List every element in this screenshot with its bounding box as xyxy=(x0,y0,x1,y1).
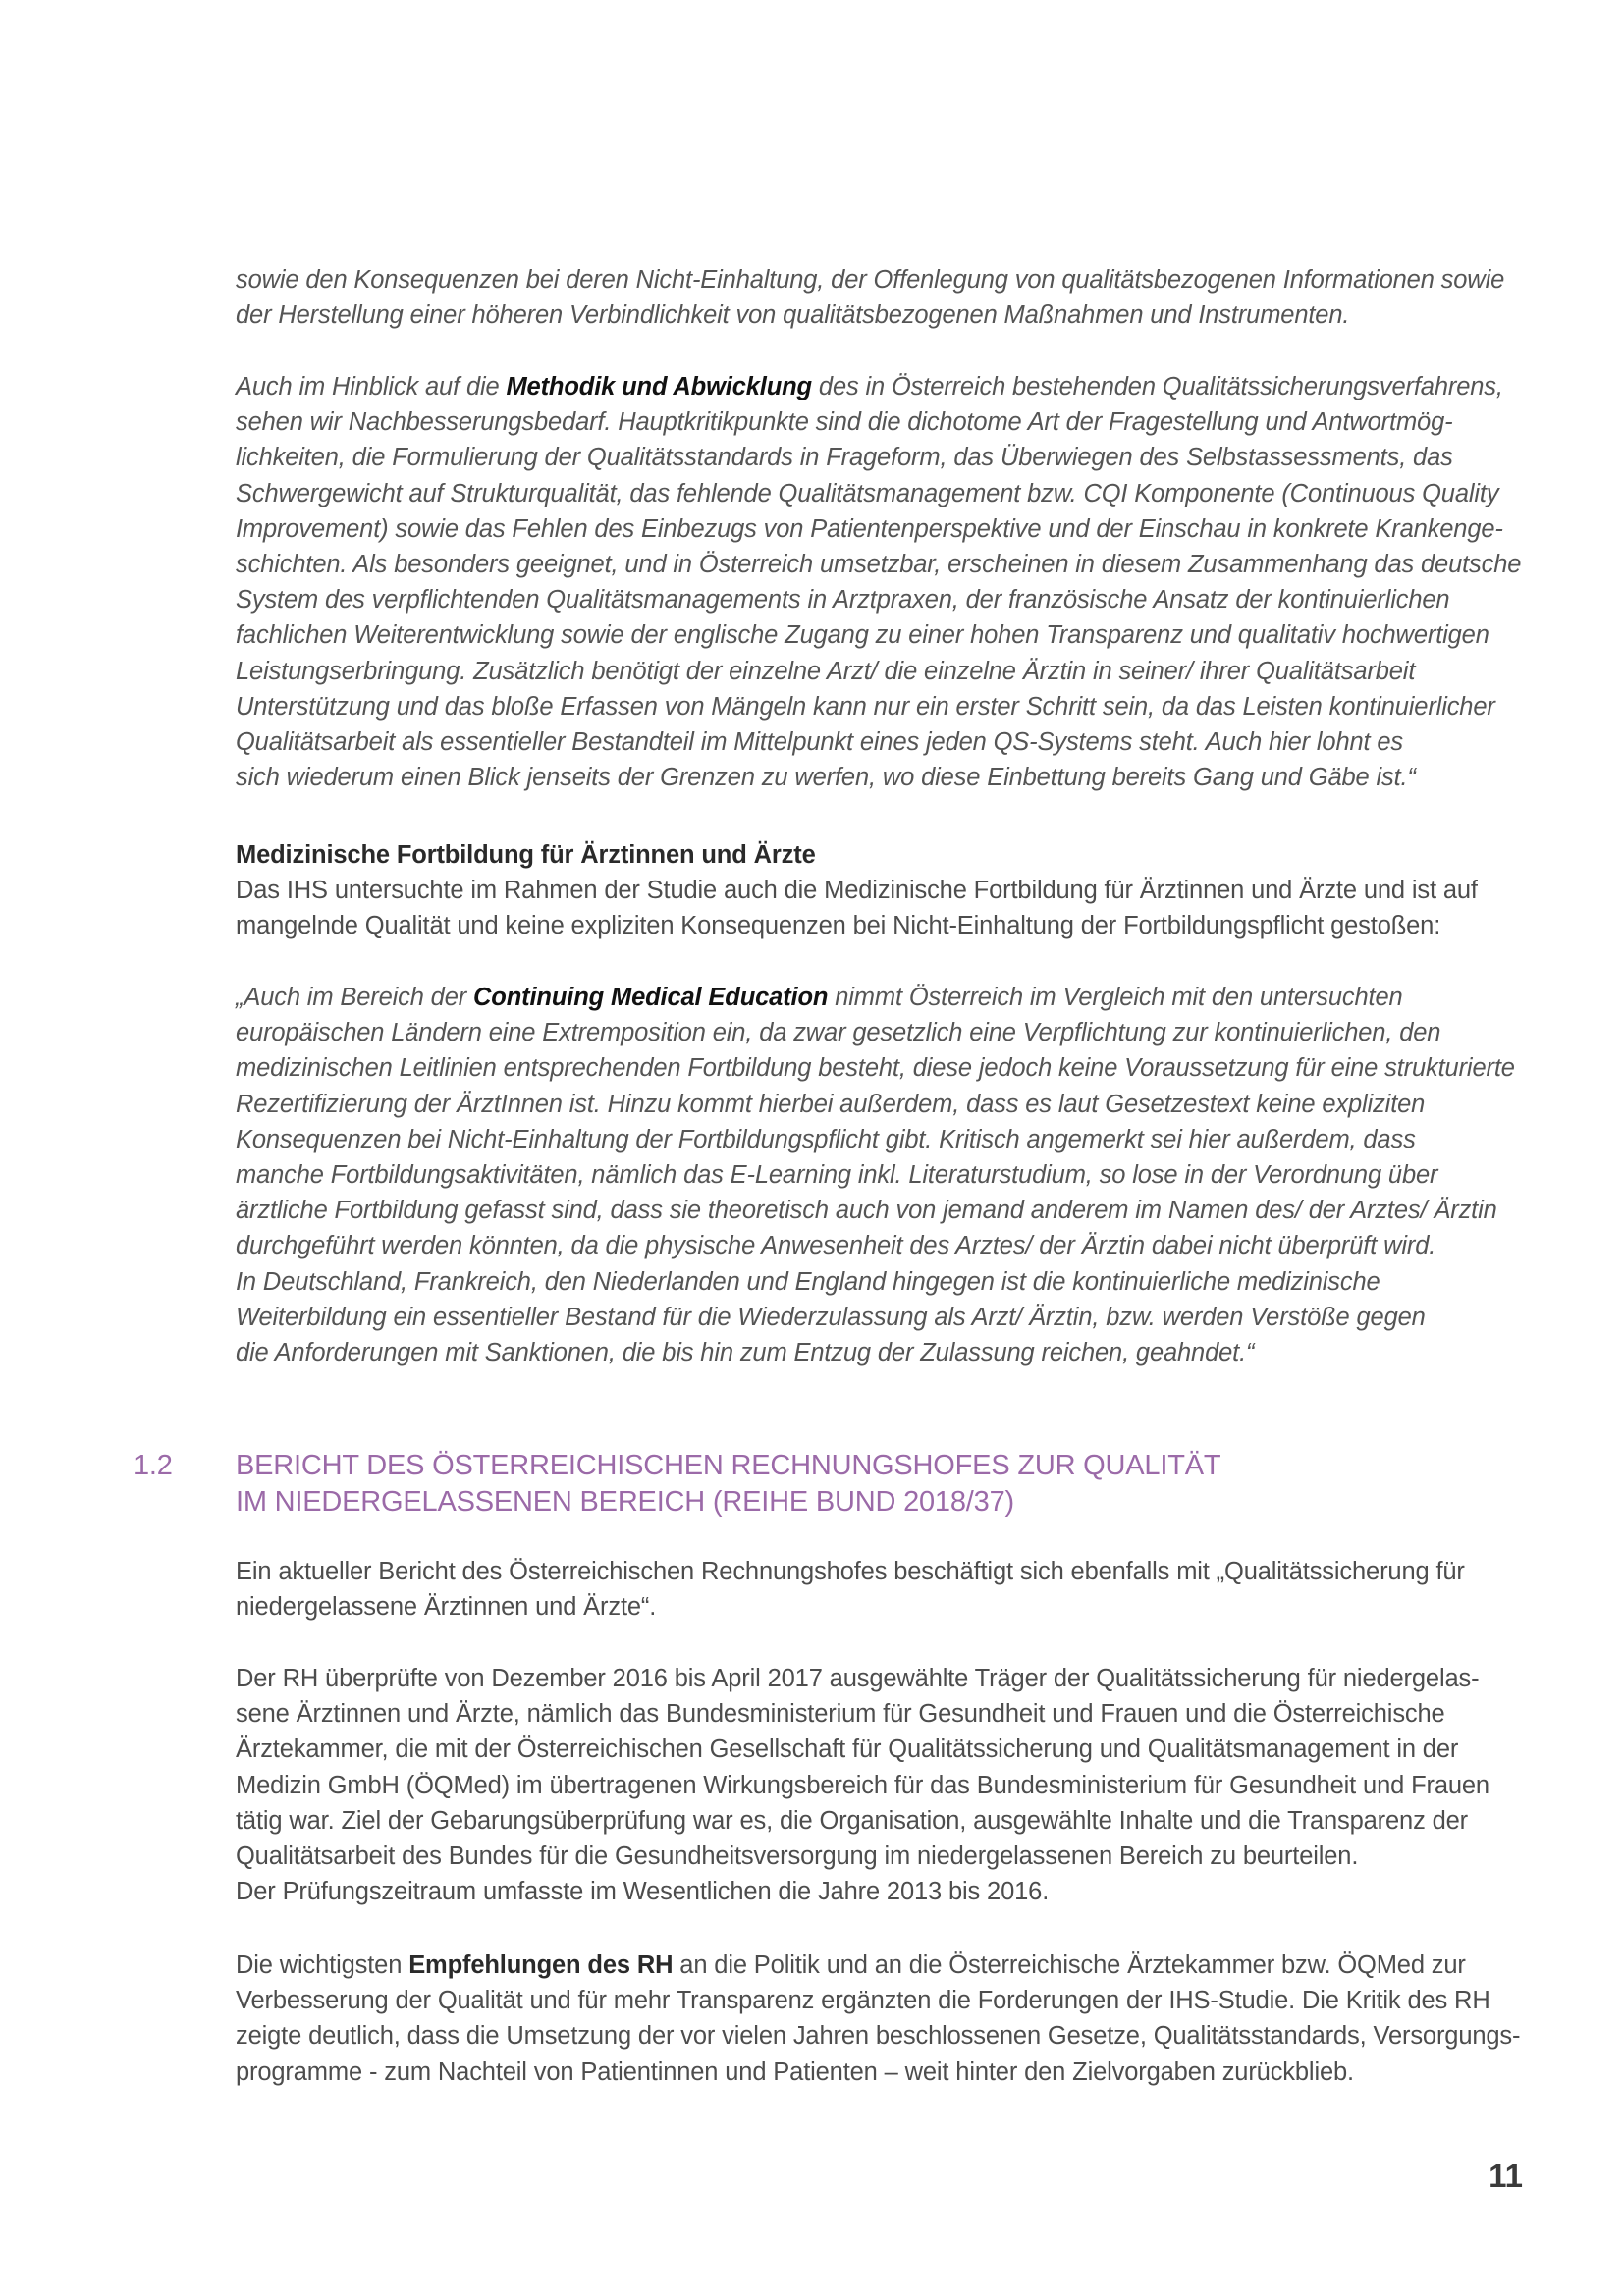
text-fragment: Die wichtigsten xyxy=(236,1951,409,1979)
text-line: manche Fortbildungsaktivitäten, nämlich das E-Learning inkl. Literaturstudium, so lose in der Verordnung über xyxy=(236,1161,1438,1190)
paragraph-empfehlungen xyxy=(236,1948,1532,2090)
text-line: programme - zum Nachteil von Patientinnen und Patienten – weit hinter den Zielvorgaben zurückblieb. xyxy=(236,2057,1354,2086)
text-line: Ärztekammer, die mit der Österreichischen Gesellschaft für Qualitätssicherung und Qualitätsmanagement in der xyxy=(236,1735,1459,1764)
text-line: sene Ärztinnen und Ärzte, nämlich das Bundesministerium für Gesundheit und Frauen und die Österreichische xyxy=(236,1700,1445,1729)
text-line xyxy=(236,1948,1532,1983)
text-line: Weiterbildung ein essentieller Bestand für die Wiederzulassung als Arzt/ Ärztin, bzw. werden Verstöße gegen xyxy=(236,1303,1426,1331)
text-fragment: „Auch im Bereich der xyxy=(236,984,474,1011)
text-line: die Anforderungen mit Sanktionen, die bis hin zum Entzug der Zulassung reichen, geahndet.“ xyxy=(236,1339,1255,1367)
section-number: 1.2 xyxy=(134,1450,173,1481)
text-line: Qualitätsarbeit als essentieller Bestandteil im Mittelpunkt eines jeden QS-Systems steht. Auch hier lohnt es xyxy=(236,728,1404,757)
text-line: Verbesserung der Qualität und für mehr Transparenz ergänzten die Forderungen der IHS-Studie. Die Kritik des RH xyxy=(236,1987,1490,2015)
emphasis-methodik: Methodik und Abwicklung xyxy=(506,373,812,400)
quote-methodik xyxy=(236,369,1532,795)
text-line: Leistungserbringung. Zusätzlich benötigt der einzelne Arzt/ die einzelne Ärztin in seiner/ ihrer Qualitätsarbeit xyxy=(236,657,1416,685)
text-fragment: an die Politik und an die Österreichische Ärztekammer bzw. ÖQMed zur xyxy=(673,1951,1466,1979)
emphasis-empfehlungen: Empfehlungen des RH xyxy=(408,1951,674,1979)
text-line: Improvement) sowie das Fehlen des Einbezugs von Patientenperspektive und der Einschau in konkrete Krankenge- xyxy=(236,514,1503,543)
text-line: sich wiederum einen Blick jenseits der Grenzen zu werfen, wo diese Einbettung bereits Gang und Gäbe ist.“ xyxy=(236,764,1416,792)
emphasis-cme: Continuing Medical Education xyxy=(473,984,829,1011)
text-line: Unterstützung und das bloße Erfassen von Mängeln kann nur ein erster Schritt sein, da das Leisten kontinuierlicher xyxy=(236,692,1495,721)
text-line: niedergelassene Ärztinnen und Ärzte“. xyxy=(236,1593,657,1622)
text-line: Qualitätsarbeit des Bundes für die Gesundheitsversorgung im niedergelassenen Bereich zu beurteilen. xyxy=(236,1842,1359,1871)
text-line: mangelnde Qualität und keine expliziten Konsequenzen bei Nicht-Einhaltung der Fortbildungspflicht gestoßen: xyxy=(236,912,1441,940)
text-line: tätig war. Ziel der Gebarungsüberprüfung war es, die Organisation, ausgewählte Inhalte und die Transparenz der xyxy=(236,1806,1469,1835)
text-fragment: Auch im Hinblick auf die xyxy=(236,373,507,400)
text-line: In Deutschland, Frankreich, den Niederlanden und England hingegen ist die kontinuierliche medizinische xyxy=(236,1267,1380,1296)
section-title xyxy=(236,1448,1220,1521)
subsection-heading: Medizinische Fortbildung für Ärztinnen und Ärzte xyxy=(236,841,816,869)
text-line xyxy=(236,369,1532,404)
text-line: der Herstellung einer höheren Verbindlichkeit von qualitätsbezogenen Maßnahmen und Instrumenten. xyxy=(236,301,1350,330)
paragraph-rh-pruefung xyxy=(236,1661,1532,1909)
text-line: sehen wir Nachbesserungsbedarf. Hauptkritikpunkte sind die dichotome Art der Fragestellung und Antwortmög- xyxy=(236,408,1453,437)
text-line: sowie den Konsequenzen bei deren Nicht-Einhaltung, der Offenlegung von qualitätsbezogenen Informationen sowie xyxy=(236,266,1505,294)
text-line: Das IHS untersuchte im Rahmen der Studie auch die Medizinische Fortbildung für Ärztinnen und Ärzte und ist auf xyxy=(236,877,1478,905)
text-line: europäischen Ländern eine Extremposition ein, da zwar gesetzlich eine Verpflichtung zur kontinuierlichen, den xyxy=(236,1019,1441,1047)
text-line: lichkeiten, die Formulierung der Qualitätsstandards in Frageform, das Überwiegen des Selbstassessments, das xyxy=(236,444,1453,472)
quote-continuation xyxy=(236,262,1532,333)
text-line: zeigte deutlich, dass die Umsetzung der vor vielen Jahren beschlossenen Gesetze, Qualitätsstandards, Versorgungs- xyxy=(236,2022,1521,2051)
text-fragment: des in Österreich bestehenden Qualitätssicherungsverfahrens, xyxy=(811,373,1503,400)
text-line: ärztliche Fortbildung gefasst sind, dass sie theoretisch auch von jemand anderem im Namen des/ der Arztes/ Ärztin xyxy=(236,1197,1497,1225)
section-title-line: IM NIEDERGELASSENEN BEREICH (REIHE BUND 2018/37) xyxy=(236,1486,1014,1518)
text-fragment: nimmt Österreich im Vergleich mit den untersuchten xyxy=(828,984,1403,1011)
text-line: schichten. Als besonders geeignet, und in Österreich umsetzbar, erscheinen in diesem Zusammenhang das deutsche xyxy=(236,551,1522,579)
subsection-fortbildung xyxy=(236,837,1532,944)
page-number: 11 xyxy=(1489,2158,1523,2194)
text-line: durchgeführt werden könnten, da die physische Anwesenheit des Arztes/ der Ärztin dabei nicht überprüft wird. xyxy=(236,1232,1436,1260)
text-line xyxy=(236,980,1532,1015)
text-line: Konsequenzen bei Nicht-Einhaltung der Fortbildungspflicht gibt. Kritisch angemerkt sei hier außerdem, dass xyxy=(236,1125,1416,1153)
text-line: fachlichen Weiterentwicklung sowie der englische Zugang zu einer hohen Transparenz und qualitativ hochwertigen xyxy=(236,621,1489,650)
text-line: Schwergewicht auf Strukturqualität, das fehlende Qualitätsmanagement bzw. CQI Komponente (Continuous Quality xyxy=(236,479,1499,507)
text-line: Ein aktueller Bericht des Österreichischen Rechnungshofes beschäftigt sich ebenfalls mit „Qualitätssicherung für xyxy=(236,1558,1465,1585)
text-line: Der Prüfungszeitraum umfasste im Wesentlichen die Jahre 2013 bis 2016. xyxy=(236,1878,1050,1906)
section-title-line: BERICHT DES ÖSTERREICHISCHEN RECHNUNGSHOFES ZUR QUALITÄT xyxy=(236,1450,1221,1481)
text-line: Rezertifizierung der ÄrztInnen ist. Hinzu kommt hierbei außerdem, dass es laut Gesetzestext keine expliziten xyxy=(236,1090,1426,1118)
text-line: Der RH überprüfte von Dezember 2016 bis April 2017 ausgewählte Träger der Qualitätssicherung für niedergelas- xyxy=(236,1665,1480,1692)
quote-cme xyxy=(236,980,1532,1370)
text-line: Medizin GmbH (ÖQMed) im übertragenen Wirkungsbereich für das Bundesministerium für Gesundheit und Frauen xyxy=(236,1771,1489,1799)
text-line: System des verpflichtenden Qualitätsmanagements in Arztpraxen, der französische Ansatz der kontinuierlichen xyxy=(236,586,1450,614)
paragraph-rh-intro xyxy=(236,1554,1532,1625)
text-line: medizinischen Leitlinien entsprechenden Fortbildung besteht, diese jedoch keine Voraussetzung für eine strukturierte xyxy=(236,1054,1515,1083)
